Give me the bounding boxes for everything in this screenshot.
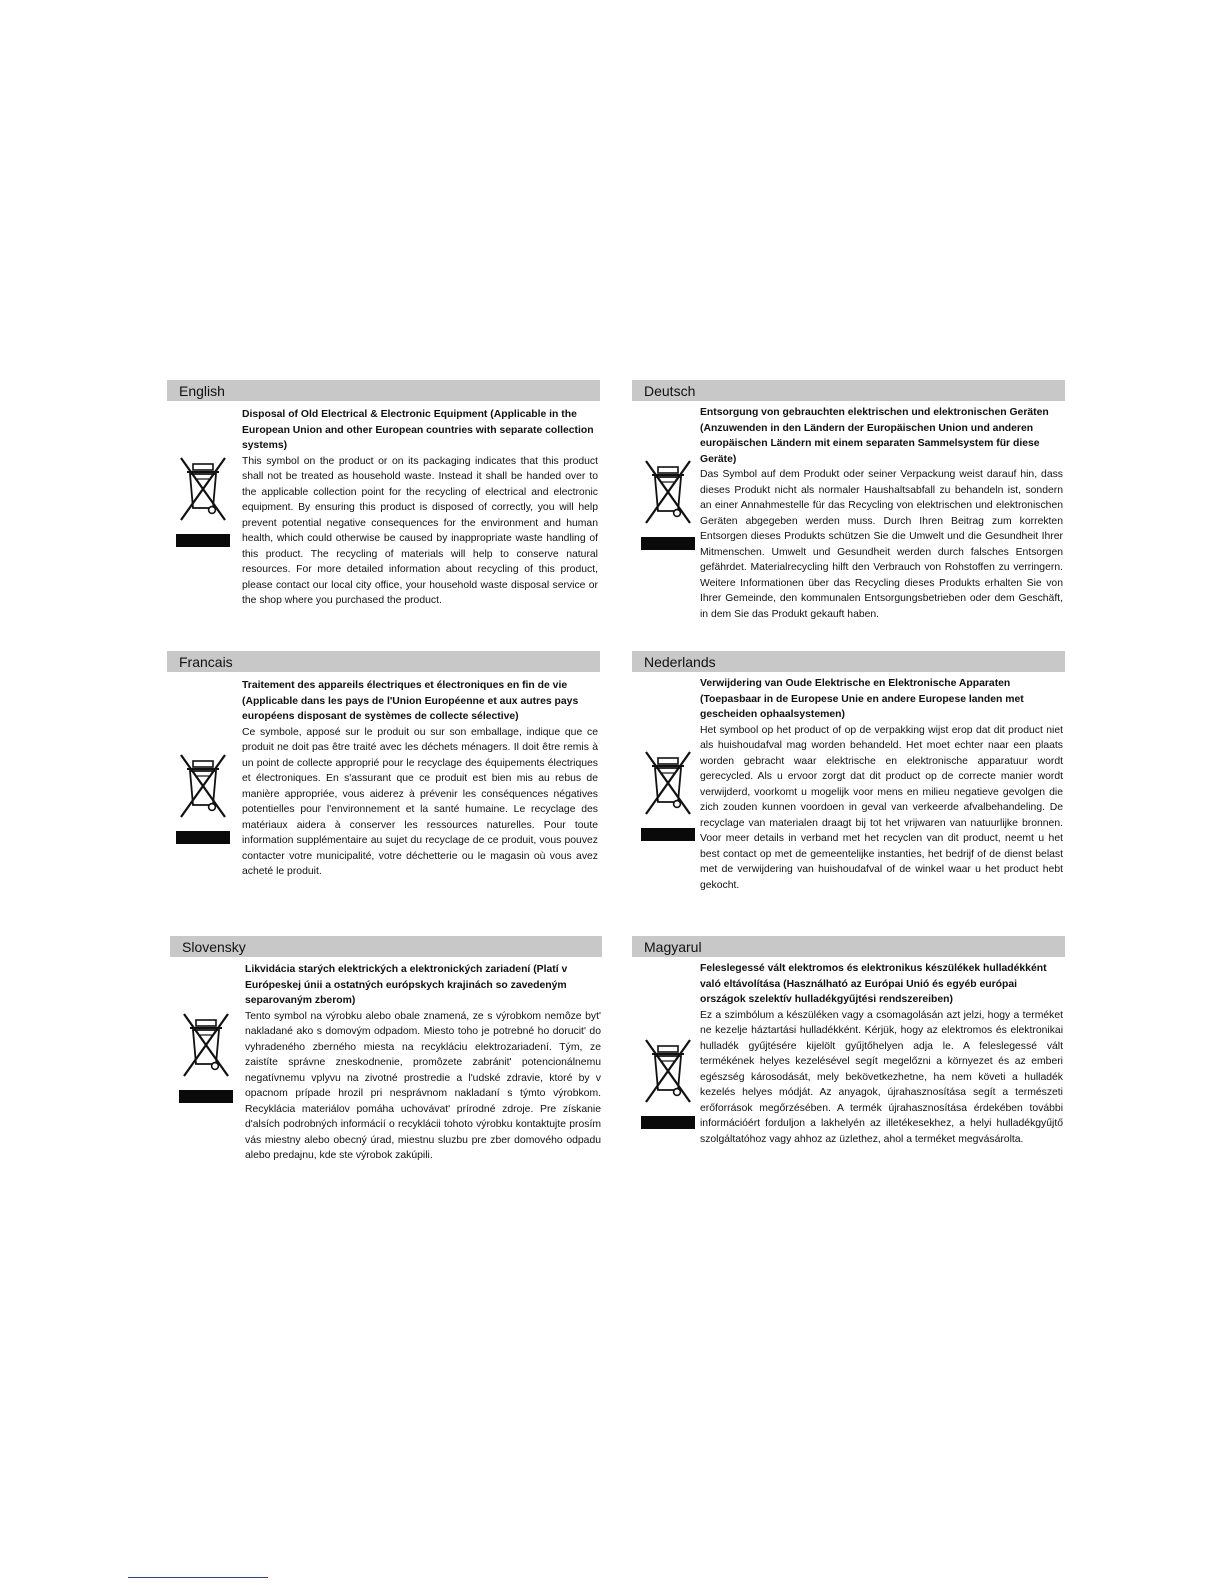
magyarul-body: Ez a szimbólum a készüléken vagy a csomagolásán azt jelzi, hogy a terméket ne kezelje háztartási hulladékként. Kérjük, hogy az elektromos és elektronikai hulladék gyűjtésére kijelölt gyűjtőhelyen adja le. A feleslegessé vált termékének helyes kezelésével segít megelőzni a környezet és az emberi egészség károsodását, mely bekövetkezhetne, ha nem követi a hulladék kezelés helyes módját. Az anyagok, újrahasznosítása segít a természeti erőforrások megőrzésében. A termék újrahasznosítása érdekében további információért forduljon a lakhelyén az illetékesekhez, a helyi hulladékgyűjtő szolgáltatóhoz vagy ahhoz az üzlethez, ahol a terméket megvásárolta. <box>700 1009 1063 1145</box>
english-body: This symbol on the product or on its packaging indicates that this product shall not be treated as household waste. Instead it shall be handed over to the applicable collection point for the recycling of electrical and electronic equipment. By ensuring this product is disposed of correctly, you will help prevent potential negative consequences for the environment and human health, which could otherwise be caused by inappropriate waste handling of this product. The recycling of materials will help to conserve natural resources. For more detailed information about recycling of this product, please contact our local city office, your household waste disposal service or the shop where you purchased the product. <box>242 455 598 606</box>
nederlands-body: Het symbool op het product of op de verpakking wijst erop dat dit product niet als huishoudafval mag worden behandeld. Het moet echter naar een plaats worden gebracht waar elektrische en elektronische apparatuur wordt gerecycled. Als u ervoor zorgt dat dit product op de correcte manier wordt verwijderd, voorkomt u mogelijk voor mens en milieu negatieve gevolgen die zich zouden kunnen voordoen in geval van verkeerde afvalbehandeling. De recyclage van materialen draagt bij tot het vrijwaren van natuurlijke bronnen. Voor meer details in verband met het recyclen van dit product, neemt u het best contact op met de gemeentelijke instanties, het bedrijf of de dienst belast met de verwijdering van huishoudafval of de winkel waar u het product hebt gekocht. <box>700 724 1063 891</box>
language-header-nederlands: Nederlands <box>632 651 1065 672</box>
magyarul-title: Feleslegessé vált elektromos és elektronikus készülékek hulladékként való eltávolítása (Használható az Európai Unió és egyéb európai országok szelektív hulladékgyűjtési rendszereiben) <box>700 963 1047 1005</box>
english-text-block <box>242 407 598 609</box>
slovensky-title: Likvidácia starých elektrických a elektronických zariadení (Platí v Európeskej únii a ostatných európskych krajinách so zavedeným separovaným zberom) <box>245 964 568 1006</box>
deutsch-text-block <box>700 405 1063 622</box>
section-nederlands <box>632 651 1065 911</box>
language-header-slovensky: Slovensky <box>170 936 602 957</box>
weee-bin-icon <box>175 452 231 552</box>
deutsch-body: Das Symbol auf dem Produkt oder seiner Verpackung weist darauf hin, dass dieses Produkt nicht als normaler Haushaltsabfall zu behandeln ist, sondern an einer Annahmestelle für das Recycling von elektrischen und elektronischen Geräten abgegeben werden muss. Durch Ihren Beitrag zum korrekten Entsorgen dieses Produkts schützen Sie die Umwelt und die Gesundheit Ihrer Mitmenschen. Umwelt und Gesundheit werden durch falsches Entsorgen gefährdet. Materialrecycling hilft den Verbrauch von Rohstoffen zu verringern. Weitere Informationen über das Recycling dieses Produkts erhalten Sie von Ihrer Gemeinde, den kommunalen Entsorgungsbetrieben oder dem Geschäft, in dem Sie das Produkt gekauft haben. <box>700 469 1063 620</box>
francais-text-block <box>242 678 598 880</box>
language-header-francais: Francais <box>167 651 600 672</box>
weee-bin-icon <box>640 746 696 846</box>
weee-bin-icon <box>175 749 231 849</box>
language-header-deutsch: Deutsch <box>632 380 1065 401</box>
section-deutsch <box>632 380 1065 645</box>
slovensky-text-block <box>245 962 601 1164</box>
magyarul-text-block <box>700 961 1063 1147</box>
language-header-magyarul: Magyarul <box>632 936 1065 957</box>
francais-title: Traitement des appareils électriques et électroniques en fin de vie (Applicable dans les pays de l'Union Européenne et aux autres pays européens disposant de systèmes de collecte sélective) <box>242 680 579 722</box>
language-header-english: English <box>167 380 600 401</box>
slovensky-body: Tento symbol na výrobku alebo obale znamená, ze s výrobkom nemôze byt' nakladané ako s domovým odpadom. Miesto toho je potrebné ho dorucit' do vyhradeného zberného miesta na recykláciu elektrozariadení. Tým, ze zaistíte správne zneskodnenie, promôzete zabránit' potencionálnemu negatívnemu vplyvu na zivotné prostredie a l'udské zdravie, ktoré by v opacnom prípade hrozil pri nesprávnom nakladaní s týmto výrobkom. Recyklácia materiálov pomáha uchovávat' prírodné zdroje. Pre získanie d'alsích podrobných informácií o recyklácii tohoto výrobku kontaktujte prosím vás miestny alebo obecný úrad, miestnu sluzbu pre zber domového odpadu alebo predajnu, kde ste výrobok zakúpili. <box>245 1010 601 1161</box>
nederlands-text-block <box>700 676 1063 893</box>
weee-bin-icon <box>640 455 696 555</box>
weee-bin-icon <box>640 1034 696 1134</box>
deutsch-title: Entsorgung von gebrauchten elektrischen und elektronischen Geräten (Anzuwenden in den Ländern der Europäischen Union und anderen europäischen Ländern mit einem separaten Sammelsystem für diese Geräte) <box>700 407 1049 465</box>
nederlands-title: Verwijdering van Oude Elektrische en Elektronische Apparaten (Toepasbaar in de Europese Unie en andere Europese landen met gescheiden ophaalsystemen) <box>700 678 1024 720</box>
english-title: Disposal of Old Electrical & Electronic Equipment (Applicable in the European Union and other European countries with separate collection systems) <box>242 409 594 451</box>
section-francais <box>167 651 600 911</box>
francais-body: Ce symbole, apposé sur le produit ou sur son emballage, indique que ce produit ne doit pas être traité avec les déchets ménagers. Il doit être remis à un point de collecte approprié pour le recyclage des équipements électriques et électroniques. En s'assurant que ce produit est bien mis au rebus de manière appropriée, vous aiderez à prévenir les conséquences négatives potentielles pour l'environnement et la santé humaine. Le recyclage des matériaux aidera à conserver les ressources naturelles. Pour toute information supplémentaire au sujet du recyclage de ce produit, vous pouvez contacter votre municipalité, votre déchetterie ou le magasin où vous avez acheté le produit. <box>242 726 598 877</box>
section-magyarul <box>632 936 1065 1196</box>
section-english <box>167 380 600 630</box>
footer-rule <box>128 1577 268 1578</box>
section-slovensky <box>170 936 602 1181</box>
weee-bin-icon <box>178 1008 234 1108</box>
